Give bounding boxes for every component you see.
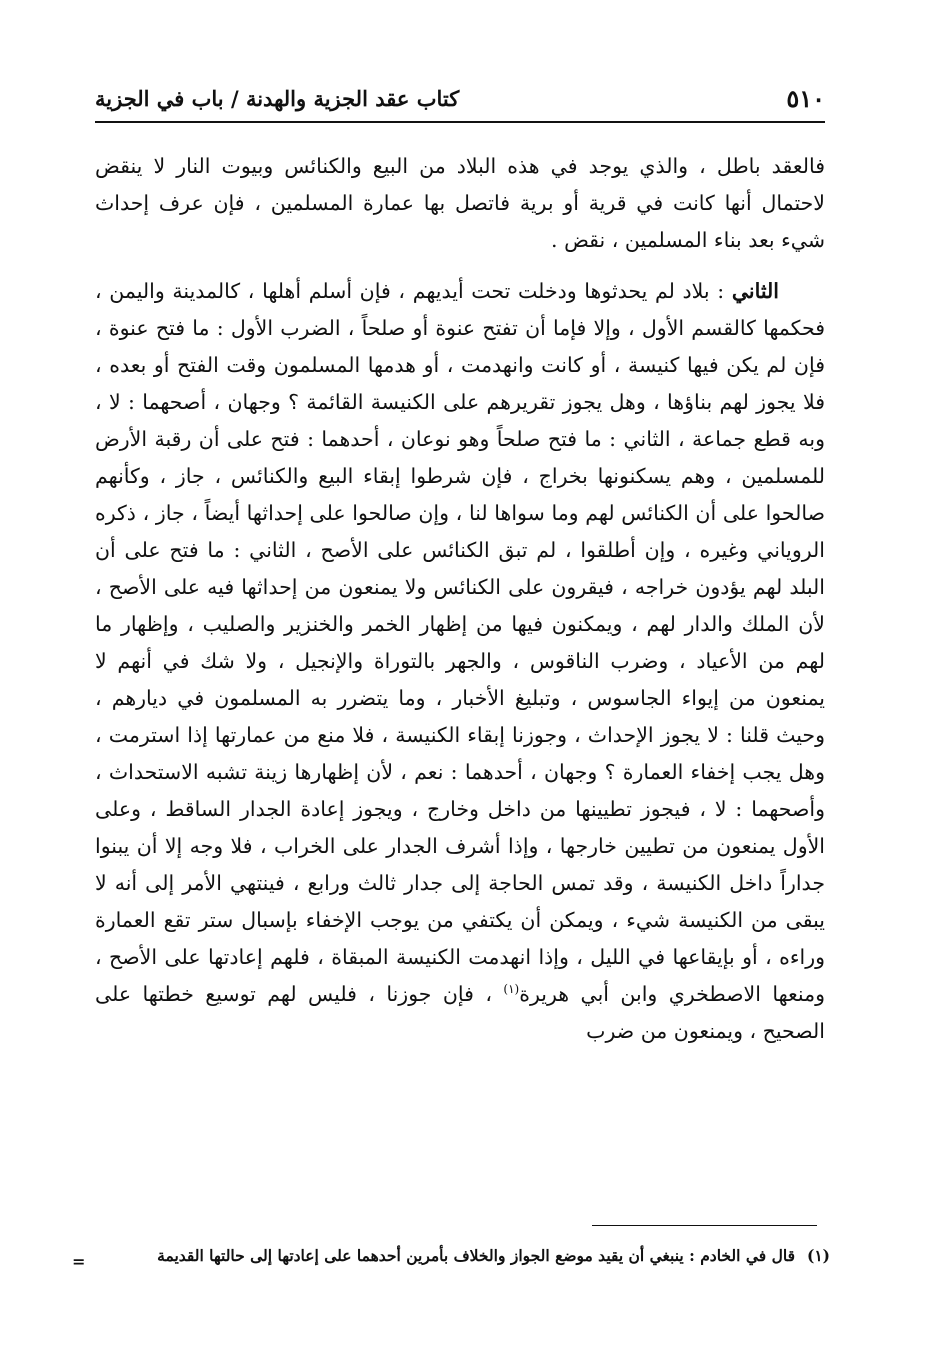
paragraph-2-text-end: ، فإن جوزنا ، فليس لهم توسيع خطتها على الصحيح ، ويمنعون من ضرب — [95, 982, 825, 1043]
continuation-mark: = — [72, 1252, 86, 1271]
page-header — [95, 78, 825, 118]
paragraph-lead-word: الثاني — [731, 279, 779, 303]
footnote — [70, 1244, 830, 1268]
paragraph-1: فالعقد باطل ، والذي يوجد في هذه البلاد من البيع والكنائس وبيوت النار لا ينقض لاحتمال أنها كانت في قرية أو برية فاتصل بها عمارة المسلمين ، فإن عرف إحداث شيء بعد بناء المسلمين ، نقض . — [95, 154, 825, 252]
footnote-reference: (١) — [503, 982, 520, 997]
footnote-rule — [592, 1225, 817, 1226]
header-rule — [95, 121, 825, 123]
paragraph-2-text: : بلاد لم يحدثوها ودخلت تحت أيديهم ، فإن أسلم أهلها ، كالمدينة واليمن ، فحكمها كالقسم الأول ، وإلا فإما أن تفتح عنوة أو صلحاً ، الضرب الأول : ما فتح عنوة ، فإن لم يكن فيها كنيسة ، أو كانت وانهدمت ، أو هدمها المسلمون وقت الفتح أو بعده ، فلا يجوز لهم بناؤها ، وهل يجوز تقريرهم على الكنيسة القائمة ؟ وجهان ، أصحهما : لا ، وبه قطع جماعة ، الثاني : ما فتح صلحاً وهو نوعان ، أحدهما : فتح على أن رقبة الأرض للمسلمين ، وهم يسكنونها بخراج ، فإن شرطوا إبقاء البيع والكنائس ، جاز ، وكأنهم صالحوا على أن الكنائس لهم وما سواها لنا ، وإن صالحوا على إحداثها أيضاً ، جاز ، ذكره الروياني وغيره ، وإن أطلقوا ، لم تبق الكنائس على الأصح ، الثاني : ما فتح على أن البلد لهم يؤدون خراجه ، فيقرون على الكنائس ولا يمنعون من إحداثها فيه على الأصح ، لأن الملك والدار لهم ، ويمكنون فيها من إظهار الخمر والخنزير والصليب ، وإظهار ما لهم من الأعياد ، وضرب الناقوس ، والجهر بالتوراة والإنجيل ، ولا شك في أنهم لا يمنعون من إيواء الجاسوس ، وتبليغ الأخبار ، وما يتضرر به المسلمون في ديارهم ، وحيث قلنا : لا يجوز الإحداث ، وجوزنا إبقاء الكنيسة ، فلا منع من عمارتها إذا استرمت ، وهل يجب إخفاء العمارة ؟ وجهان ، أحدهما : نعم ، لأن إظهارها زينة تشبه الاستحداث ، وأصحهما : لا ، فيجوز تطيينها من داخل وخارج ، ويجوز إعادة الجدار الساقط ، وعلى الأول يمنعون من تطيين خارجها ، وإذا أشرف الجدار على الخراب ، فلا وجه إلا أن يبنوا جداراً داخل الكنيسة ، وقد تمس الحاجة إلى جدار ثالث ورابع ، فينتهي الأمر إلى أنه لا يبقى من الكنيسة شيء ، ويمكن أن يكتفي من يوجب الإخفاء بإسبال ستر تقع العمارة وراءه ، أو بإيقاعها في الليل ، وإذا انهدمت الكنيسة المبقاة ، فلهم إعادتها على الأصح ، ومنعها الاصطخري وابن أبي هريرة — [95, 279, 825, 1006]
footnote-number: (١) — [806, 1246, 830, 1265]
footnote-text: قال في الخادم : ينبغي أن يقيد موضع الجواز والخلاف بأمرين أحدهما على إعادتها إلى حالتها القديمة — [157, 1246, 795, 1265]
main-text — [95, 148, 825, 1050]
running-title: كتاب عقد الجزية والهدنة / باب في الجزية — [95, 85, 460, 111]
paragraph-2 — [95, 273, 825, 1050]
page-number: ٥١٠ — [786, 83, 825, 113]
